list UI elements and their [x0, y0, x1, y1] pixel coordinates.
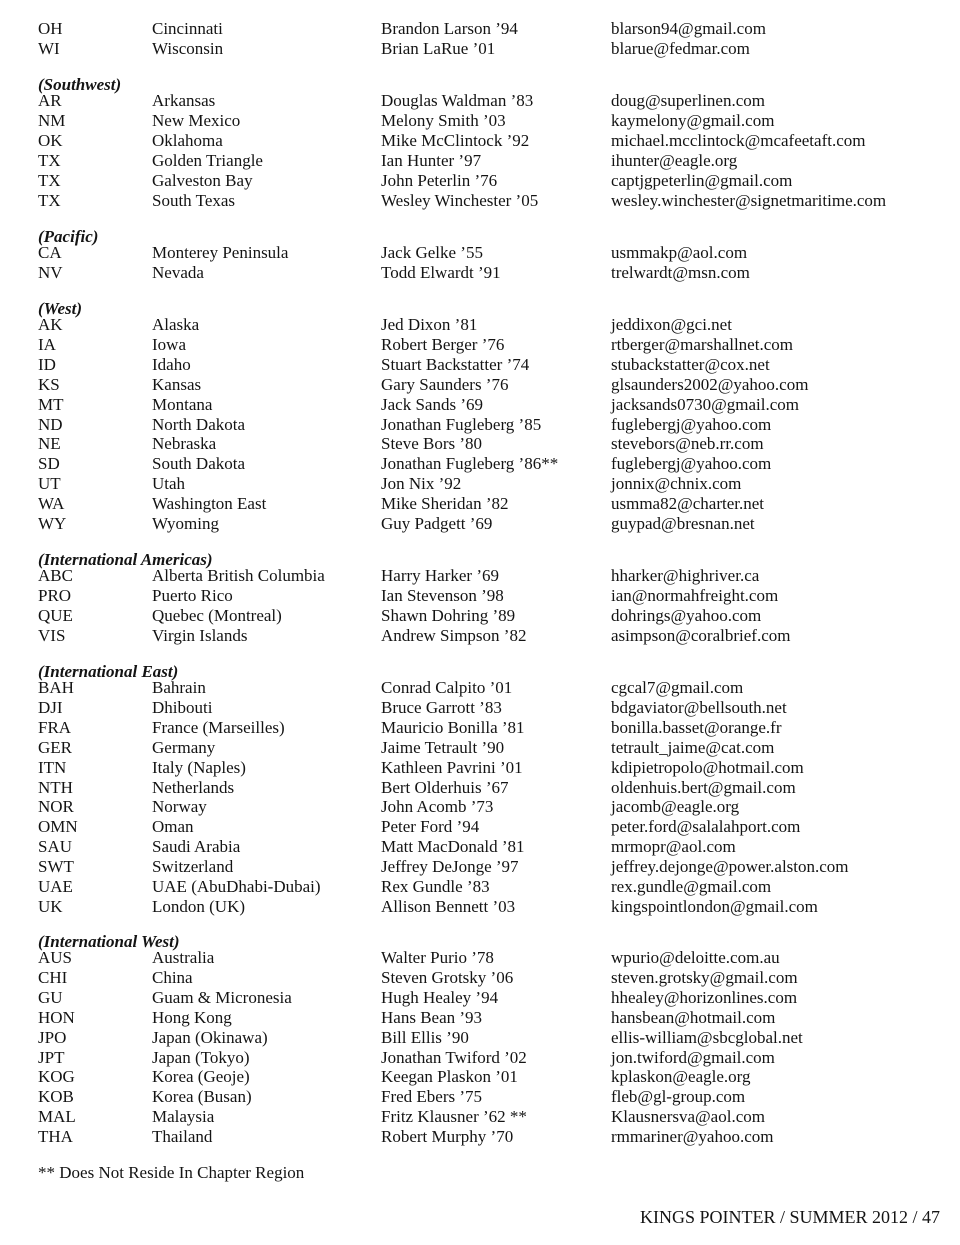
contact-email[interactable]: oldenhuis.bert@gmail.com	[611, 777, 796, 797]
footnote: ** Does Not Reside In Chapter Region	[38, 1163, 305, 1182]
contact-email[interactable]: trelwardt@msn.com	[611, 262, 750, 282]
chapter-code: JPO	[38, 1027, 67, 1047]
chapter-code: FRA	[38, 717, 72, 737]
contact-name: Robert Murphy ’70	[381, 1127, 514, 1147]
contact-email[interactable]: Klausnersva@aol.com	[611, 1107, 765, 1127]
chapter-region: Norway	[152, 797, 207, 817]
chapter-code: AR	[38, 91, 62, 110]
contact-email[interactable]: glsaunders2002@yahoo.com	[611, 374, 809, 394]
contact-email[interactable]: usmmakp@aol.com	[611, 243, 748, 262]
chapter-code: SD	[38, 454, 60, 474]
directory-row	[0, 111, 960, 131]
contact-email[interactable]: rmmariner@yahoo.com	[611, 1127, 774, 1147]
chapter-code: UK	[38, 896, 63, 916]
directory-row	[0, 395, 960, 415]
contact-email[interactable]: fuglebergj@yahoo.com	[611, 414, 772, 434]
chapter-region: Alaska	[152, 315, 200, 334]
contact-name: Melony Smith ’03	[381, 110, 506, 130]
chapter-code: GU	[38, 987, 63, 1007]
directory-row	[0, 151, 960, 171]
chapter-code: HON	[38, 1007, 75, 1027]
contact-email[interactable]: rtberger@marshallnet.com	[611, 334, 793, 354]
directory-row	[0, 474, 960, 494]
chapter-code: THA	[38, 1127, 73, 1147]
contact-name: Steven Grotsky ’06	[381, 967, 514, 987]
contact-email[interactable]: wpurio@deloitte.com.au	[611, 948, 780, 967]
chapter-region: Hong Kong	[152, 1007, 232, 1027]
directory-row	[0, 1028, 960, 1048]
chapter-code: KOB	[38, 1087, 74, 1107]
directory-row	[0, 131, 960, 151]
contact-name: Mike McClintock ’92	[381, 130, 530, 150]
contact-name: Jaime Tetrault ’90	[381, 737, 505, 757]
contact-name: Fritz Klausner ’62 **	[381, 1107, 527, 1127]
contact-name: Stuart Backstatter ’74	[381, 354, 530, 374]
contact-name: Mauricio Bonilla ’81	[381, 717, 525, 737]
contact-name: Shawn Dohring ’89	[381, 605, 516, 625]
chapter-region: Galveston Bay	[152, 170, 253, 190]
chapter-region: Kansas	[152, 374, 202, 394]
contact-email[interactable]: fleb@gl-group.com	[611, 1087, 746, 1107]
directory-row	[0, 415, 960, 435]
chapter-code: JPT	[38, 1047, 65, 1067]
chapter-region: Nebraska	[152, 434, 217, 454]
contact-name: Ian Stevenson ’98	[381, 585, 504, 605]
directory-row	[0, 355, 960, 375]
contact-email[interactable]: wesley.winchester@signetmaritime.com	[611, 190, 887, 210]
contact-email[interactable]: kaymelony@gmail.com	[611, 110, 775, 130]
directory-row	[0, 191, 960, 211]
chapter-region: Washington East	[152, 494, 267, 514]
chapter-region: Quebec (Montreal)	[152, 605, 282, 625]
section-header: (West)	[38, 299, 83, 318]
contact-email[interactable]: peter.ford@salalahport.com	[611, 817, 801, 837]
contact-email[interactable]: jon.twiford@gmail.com	[611, 1047, 775, 1067]
contact-name: Bert Olderhuis ’67	[381, 777, 509, 797]
section-header: (Pacific)	[38, 227, 99, 246]
contact-email[interactable]: mrmopr@aol.com	[611, 837, 736, 857]
chapter-code: NM	[38, 110, 66, 130]
contact-email[interactable]: steven.grotsky@gmail.com	[611, 967, 798, 987]
chapter-code: UT	[38, 474, 61, 494]
directory-row	[0, 335, 960, 355]
contact-email[interactable]: blarue@fedmar.com	[611, 38, 750, 58]
chapter-region: Guam & Micronesia	[152, 987, 292, 1007]
contact-name: Hugh Healey ’94	[381, 987, 499, 1007]
directory-row	[0, 797, 960, 817]
directory-row	[0, 1067, 960, 1087]
directory-row	[0, 758, 960, 778]
chapter-code: ABC	[38, 566, 73, 585]
directory-row	[0, 375, 960, 395]
directory-row	[0, 718, 960, 738]
contact-name: Robert Berger ’76	[381, 334, 505, 354]
directory-row	[0, 566, 960, 586]
directory-row	[0, 39, 960, 59]
chapter-code: CHI	[38, 967, 68, 987]
contact-name: Conrad Calpito ’01	[381, 678, 513, 697]
chapter-region: UAE (AbuDhabi-Dubai)	[152, 877, 321, 896]
chapter-region: South Dakota	[152, 454, 246, 474]
chapter-code: QUE	[38, 605, 73, 625]
contact-email[interactable]: tetrault_jaime@cat.com	[611, 737, 775, 757]
contact-email[interactable]: kdipietropolo@hotmail.com	[611, 757, 804, 777]
chapter-region: Wisconsin	[152, 38, 224, 58]
contact-email[interactable]: captjgpeterlin@gmail.com	[611, 170, 793, 190]
directory-row	[0, 1127, 960, 1147]
directory-row	[0, 857, 960, 877]
chapter-code: VIS	[38, 625, 66, 645]
chapter-code: ID	[38, 354, 56, 374]
contact-name: Jon Nix ’92	[381, 474, 462, 494]
contact-name: Walter Purio ’78	[381, 948, 494, 967]
directory-row	[0, 1008, 960, 1028]
directory-row	[0, 434, 960, 454]
contact-name: Jonathan Fugleberg ’86**	[381, 454, 559, 474]
chapter-code: BAH	[38, 678, 74, 697]
chapter-region: Golden Triangle	[152, 150, 263, 170]
contact-email[interactable]: ian@normahfreight.com	[611, 585, 779, 605]
chapter-region: Switzerland	[152, 857, 234, 877]
chapter-region: Netherlands	[152, 777, 235, 797]
directory-row	[0, 738, 960, 758]
chapter-region: Iowa	[152, 334, 186, 354]
chapter-region: Alberta British Columbia	[152, 566, 325, 585]
directory-row	[0, 778, 960, 798]
chapter-code: CA	[38, 243, 62, 262]
contact-email[interactable]: guypad@bresnan.net	[611, 514, 755, 533]
contact-email[interactable]: hansbean@hotmail.com	[611, 1007, 776, 1027]
chapter-region: Virgin Islands	[152, 625, 248, 645]
chapter-code: TX	[38, 150, 61, 170]
contact-email[interactable]: bonilla.basset@orange.fr	[611, 717, 782, 737]
contact-email[interactable]: jeffrey.dejonge@power.alston.com	[611, 857, 849, 877]
contact-name: Wesley Winchester ’05	[381, 190, 539, 210]
chapter-region: Wyoming	[152, 514, 219, 533]
directory-row	[0, 1048, 960, 1068]
chapter-code: DJI	[38, 697, 63, 717]
contact-name: Gary Saunders ’76	[381, 374, 509, 394]
chapter-code: IA	[38, 334, 56, 354]
chapter-code: ITN	[38, 757, 67, 777]
chapter-region: Monterey Peninsula	[152, 243, 289, 262]
section-header: (International West)	[38, 932, 180, 951]
contact-email[interactable]: blarson94@gmail.com	[611, 19, 766, 38]
chapter-code: KOG	[38, 1067, 75, 1087]
contact-email[interactable]: cgcal7@gmail.com	[611, 678, 744, 697]
chapter-region: Utah	[152, 474, 186, 494]
chapter-region: Nevada	[152, 262, 204, 282]
directory-row	[0, 698, 960, 718]
contact-email[interactable]: jacksands0730@gmail.com	[611, 394, 799, 414]
chapter-code: PRO	[38, 585, 72, 605]
contact-email[interactable]: usmma82@charter.net	[611, 494, 765, 514]
contact-email[interactable]: doug@superlinen.com	[611, 91, 765, 110]
chapter-region: New Mexico	[152, 110, 241, 130]
directory-row	[0, 626, 960, 646]
chapter-code: TX	[38, 170, 61, 190]
contact-name: Peter Ford ’94	[381, 817, 480, 837]
contact-name: Mike Sheridan ’82	[381, 494, 509, 514]
directory-row	[0, 1107, 960, 1127]
chapter-region: Puerto Rico	[152, 585, 233, 605]
contact-name: Allison Bennett ’03	[381, 896, 516, 916]
contact-name: Jack Sands ’69	[381, 394, 483, 414]
chapter-region: Korea (Geoje)	[152, 1067, 250, 1087]
contact-email[interactable]: dohrings@yahoo.com	[611, 605, 762, 625]
chapter-region: Thailand	[152, 1127, 213, 1147]
chapter-region: North Dakota	[152, 414, 246, 434]
chapter-region: Cincinnati	[152, 19, 223, 38]
chapter-region: Korea (Busan)	[152, 1087, 252, 1107]
directory-row	[0, 514, 960, 534]
contact-name: Kathleen Pavrini ’01	[381, 757, 523, 777]
contact-name: Rex Gundle ’83	[381, 877, 490, 896]
contact-name: John Acomb ’73	[381, 797, 494, 817]
contact-name: Brandon Larson ’94	[381, 19, 518, 38]
contact-email[interactable]: stubackstatter@cox.net	[611, 354, 770, 374]
directory-row	[0, 171, 960, 191]
chapter-region: Montana	[152, 394, 213, 414]
directory-row	[0, 817, 960, 837]
chapter-code: NTH	[38, 777, 73, 797]
chapter-code: SAU	[38, 837, 73, 857]
contact-name: Jeffrey DeJonge ’97	[381, 857, 519, 877]
section-header: (Southwest)	[38, 75, 122, 94]
contact-name: Steve Bors ’80	[381, 434, 483, 454]
chapter-code: AK	[38, 315, 63, 334]
contact-name: Keegan Plaskon ’01	[381, 1067, 518, 1087]
contact-email[interactable]: hharker@highriver.ca	[611, 566, 760, 585]
chapter-region: South Texas	[152, 190, 236, 210]
section-header: (International Americas)	[38, 550, 213, 569]
directory-row	[0, 948, 960, 968]
directory-row	[0, 494, 960, 514]
contact-name: Douglas Waldman ’83	[381, 91, 534, 110]
contact-email[interactable]: jacomb@eagle.org	[611, 797, 740, 817]
chapter-region: Dhibouti	[152, 697, 213, 717]
page-folio: KINGS POINTER / SUMMER 2012 / 47	[639, 1207, 940, 1227]
contact-name: Ian Hunter ’97	[381, 150, 482, 170]
chapter-code: OMN	[38, 817, 78, 837]
chapter-region: France (Marseilles)	[152, 717, 285, 737]
chapter-code: KS	[38, 374, 60, 394]
chapter-region: Japan (Okinawa)	[152, 1027, 268, 1047]
directory-row	[0, 678, 960, 698]
chapter-code: UAE	[38, 877, 73, 896]
directory-row	[0, 454, 960, 474]
contact-email[interactable]: jonnix@chnix.com	[611, 474, 742, 494]
chapter-region: Malaysia	[152, 1107, 215, 1127]
chapter-region: Germany	[152, 737, 216, 757]
chapter-code: GER	[38, 737, 72, 757]
chapter-region: Japan (Tokyo)	[152, 1047, 250, 1067]
chapter-code: OK	[38, 130, 63, 150]
contact-name: John Peterlin ’76	[381, 170, 498, 190]
directory-row	[0, 243, 960, 263]
chapter-code: ND	[38, 414, 63, 434]
contact-email[interactable]: stevebors@neb.rr.com	[611, 434, 764, 454]
directory-row	[0, 1087, 960, 1107]
contact-name: Jonathan Twiford ’02	[381, 1047, 527, 1067]
contact-email[interactable]: bdgaviator@bellsouth.net	[611, 697, 787, 717]
contact-name: Hans Bean ’93	[381, 1007, 483, 1027]
chapter-code: AUS	[38, 948, 73, 967]
section-header: (International East)	[38, 662, 179, 681]
contact-email[interactable]: kplaskon@eagle.org	[611, 1067, 751, 1087]
contact-name: Jed Dixon ’81	[381, 315, 478, 334]
contact-name: Harry Harker ’69	[381, 566, 499, 585]
directory-row	[0, 877, 960, 897]
chapter-code: TX	[38, 190, 61, 210]
directory-row	[0, 586, 960, 606]
chapter-region: Bahrain	[152, 678, 206, 697]
contact-email[interactable]: kingspointlondon@gmail.com	[611, 896, 818, 916]
contact-name: Andrew Simpson ’82	[381, 625, 527, 645]
directory-row	[0, 968, 960, 988]
chapter-code: NE	[38, 434, 61, 454]
directory-row	[0, 19, 960, 39]
contact-email[interactable]: asimpson@coralbrief.com	[611, 625, 791, 645]
directory-row	[0, 315, 960, 335]
contact-name: Jack Gelke ’55	[381, 243, 483, 262]
directory-row	[0, 837, 960, 857]
contact-email[interactable]: jeddixon@gci.net	[611, 315, 732, 334]
directory-row	[0, 606, 960, 626]
contact-email[interactable]: hhealey@horizonlines.com	[611, 987, 798, 1007]
contact-name: Bill Ellis ’90	[381, 1027, 469, 1047]
contact-email[interactable]: rex.gundle@gmail.com	[611, 877, 772, 896]
contact-name: Bruce Garrott ’83	[381, 697, 502, 717]
contact-email[interactable]: fuglebergj@yahoo.com	[611, 454, 772, 474]
chapter-region: Oklahoma	[152, 130, 223, 150]
directory-row	[0, 263, 960, 283]
contact-name: Guy Padgett ’69	[381, 514, 493, 533]
contact-email[interactable]: ihunter@eagle.org	[611, 150, 738, 170]
chapter-code: OH	[38, 19, 63, 38]
contact-email[interactable]: ellis-william@sbcglobal.net	[611, 1027, 803, 1047]
directory-row	[0, 897, 960, 917]
directory-row	[0, 91, 960, 111]
chapter-code: WI	[38, 38, 60, 58]
chapter-code: WY	[38, 514, 67, 533]
chapter-region: Oman	[152, 817, 194, 837]
chapter-code: NV	[38, 262, 63, 282]
contact-name: Jonathan Fugleberg ’85	[381, 414, 542, 434]
contact-email[interactable]: michael.mcclintock@mcafeetaft.com	[611, 130, 866, 150]
contact-name: Matt MacDonald ’81	[381, 837, 525, 857]
chapter-region: China	[152, 967, 193, 987]
chapter-region: Idaho	[152, 354, 191, 374]
contact-name: Brian LaRue ’01	[381, 38, 496, 58]
chapter-code: WA	[38, 494, 65, 514]
chapter-region: London (UK)	[152, 896, 246, 916]
chapter-region: Arkansas	[152, 91, 216, 110]
contact-name: Fred Ebers ’75	[381, 1087, 483, 1107]
chapter-code: SWT	[38, 857, 74, 877]
chapter-code: NOR	[38, 797, 74, 817]
directory-row	[0, 988, 960, 1008]
chapter-code: MAL	[38, 1107, 76, 1127]
chapter-region: Italy (Naples)	[152, 757, 246, 777]
chapter-code: MT	[38, 394, 64, 414]
contact-name: Todd Elwardt ’91	[381, 262, 501, 282]
chapter-region: Australia	[152, 948, 215, 967]
chapter-region: Saudi Arabia	[152, 837, 241, 857]
